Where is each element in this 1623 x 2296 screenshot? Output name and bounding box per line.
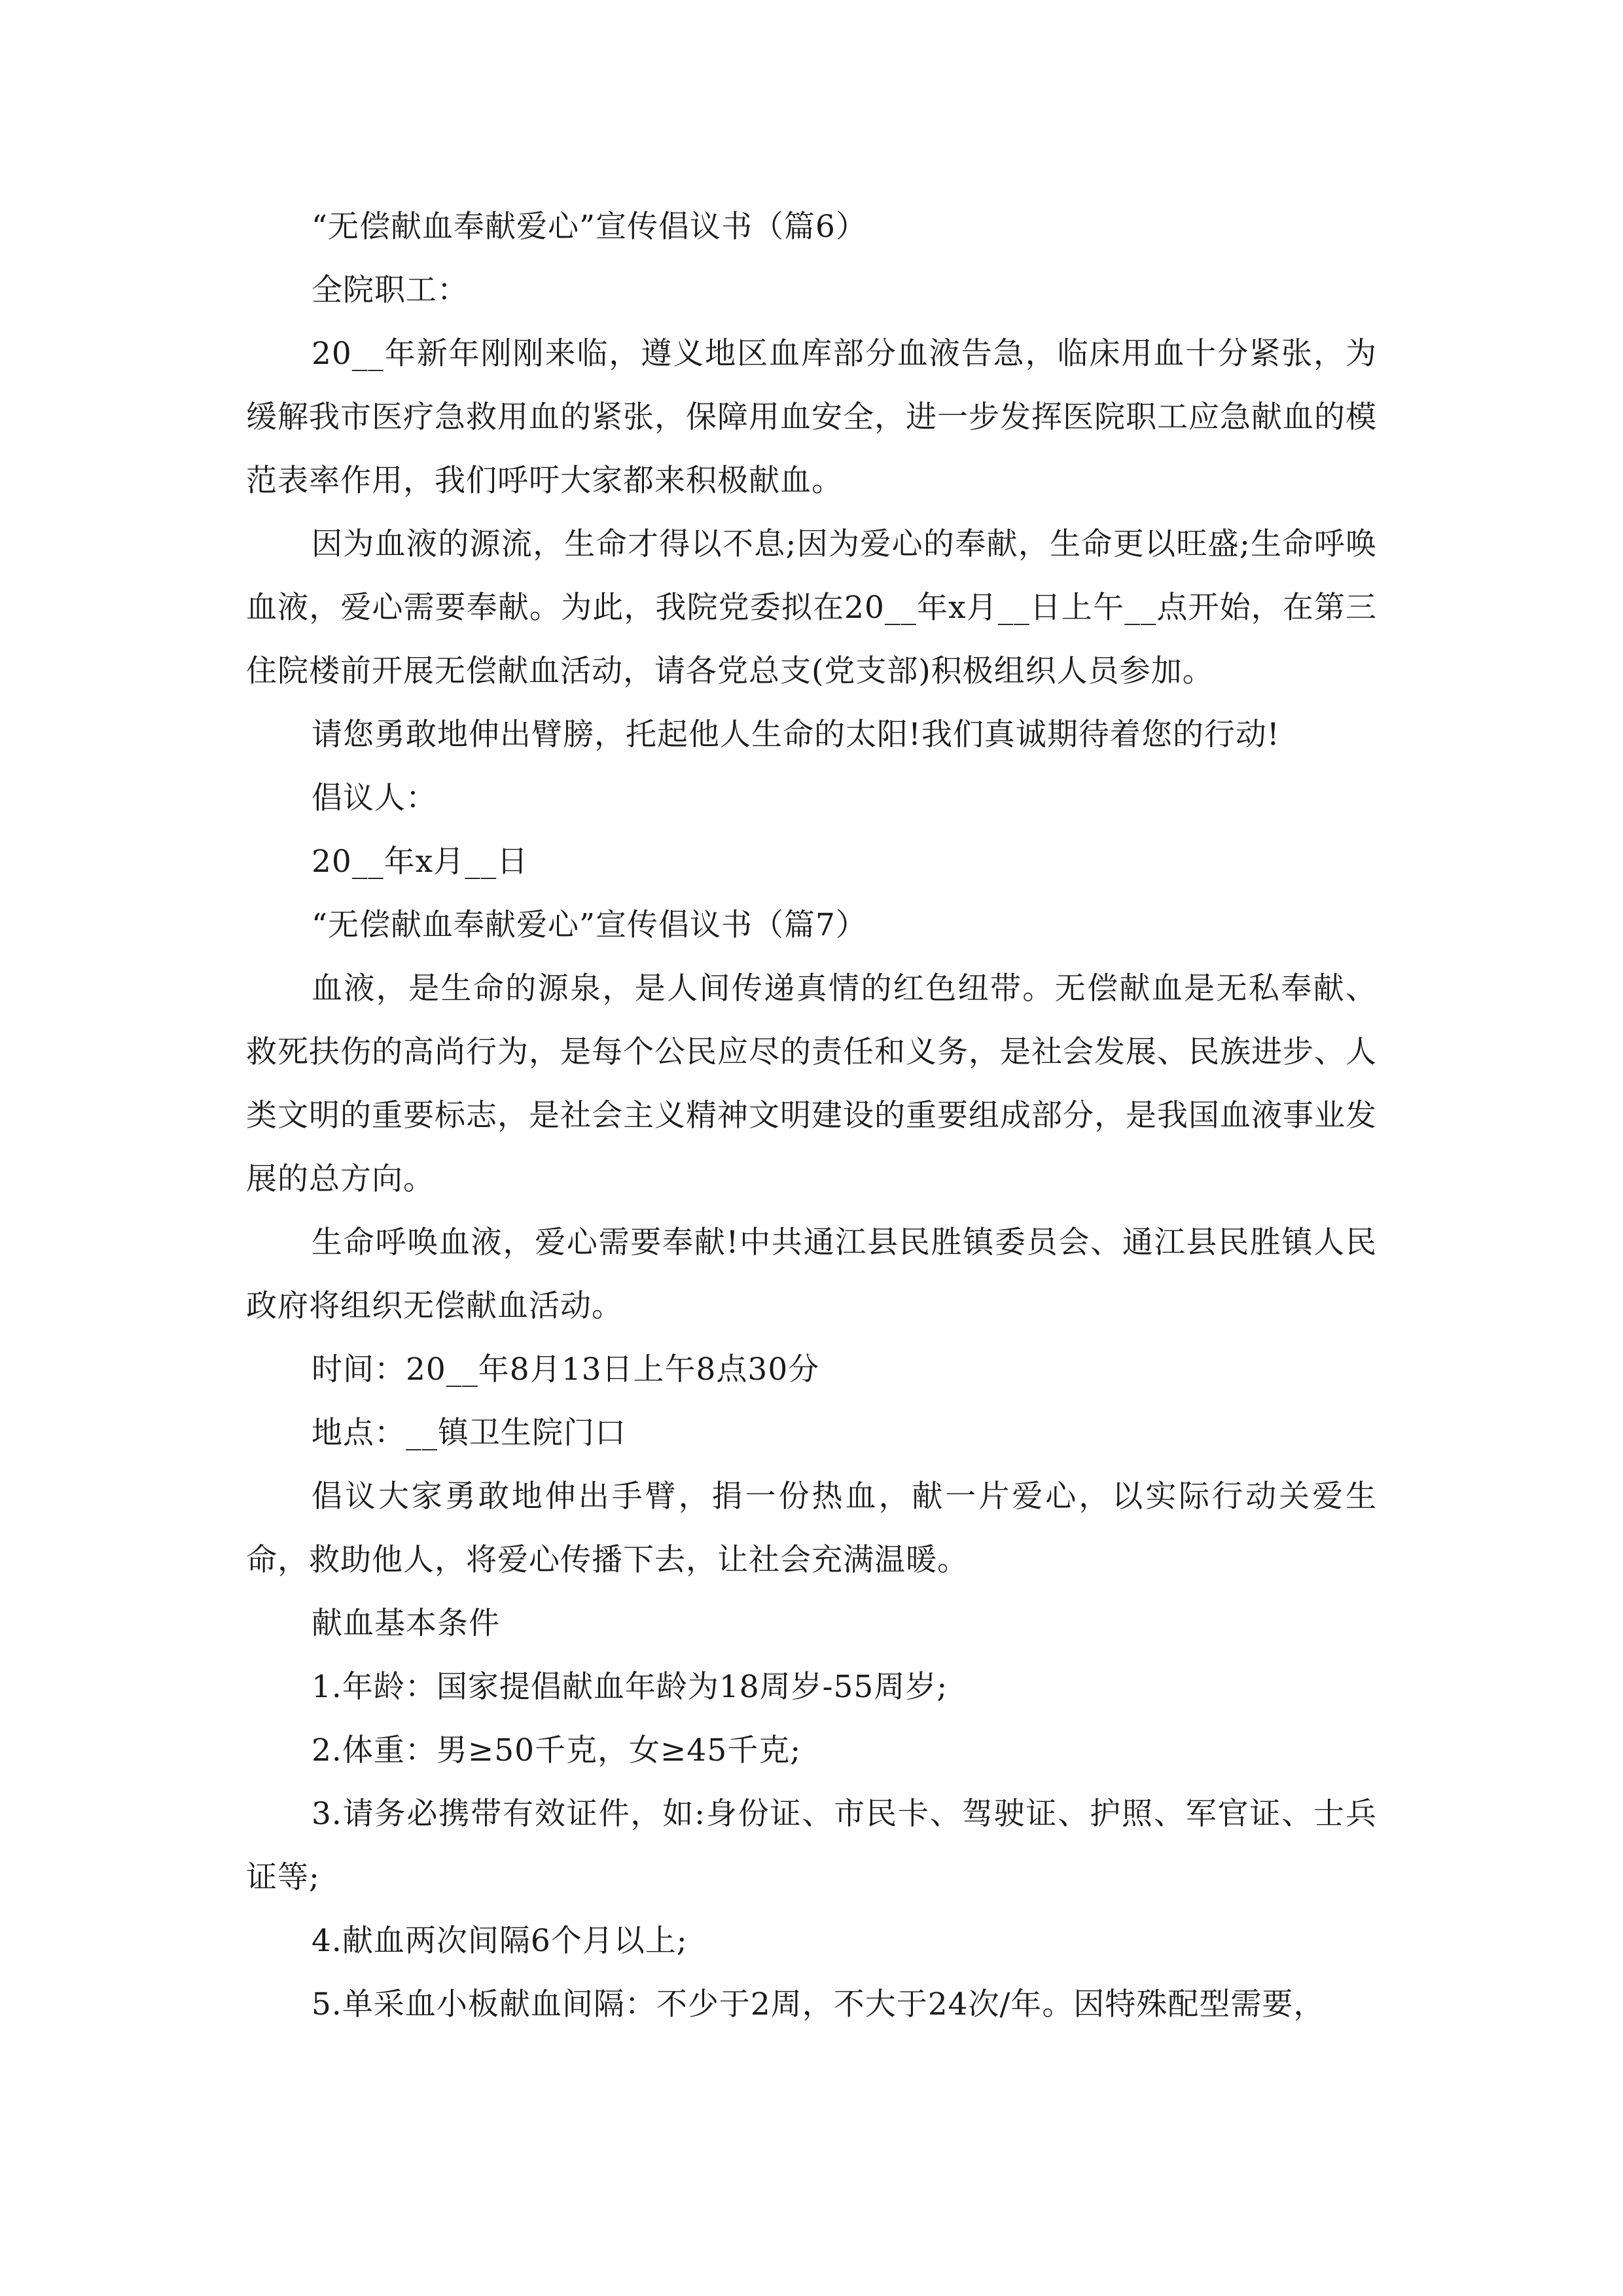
event-location: 地点：__镇卫生院门口 <box>312 1415 626 1451</box>
salutation: 全院职工： <box>312 272 469 308</box>
section-title-6: “无偿献血奉献爱心”宣传倡议书（篇6） <box>312 209 867 245</box>
document-body <box>246 195 1377 2036</box>
condition-item: 4.献血两次间隔6个月以上; <box>312 1923 688 1959</box>
signature-label: 倡议人： <box>312 780 437 816</box>
condition-item: 2.体重：男≥50千克，女≥45千克; <box>312 1732 802 1768</box>
body-paragraph: 倡议大家勇敢地伸出手臂，捐一份热血，献一片爱心，以实际行动关爱生命，救助他人，将爱心传播下去，让社会充满温暖。 <box>246 1479 1377 1578</box>
body-paragraph: 血液，是生命的源泉，是人间传递真情的红色纽带。无偿献血是无私奉献、救死扶伤的高尚行为，是每个公民应尽的责任和义务，是社会发展、民族进步、人类文明的重要标志，是社会主义精神文明建设的重要组成部分，是我国血液事业发展的总方向。 <box>246 971 1377 1197</box>
body-paragraph: 因为血液的源流，生命才得以不息;因为爱心的奉献，生命更以旺盛;生命呼唤血液，爱心需要奉献。为此，我院党委拟在20__年x月__日上午__点开始，在第三住院楼前开展无偿献血活动，请各党总支(党支部)积极组织人员参加。 <box>246 526 1377 689</box>
body-paragraph: 请您勇敢地伸出臂膀，托起他人生命的太阳!我们真诚期待着您的行动! <box>312 717 1280 753</box>
signature-date: 20__年x月__日 <box>312 844 529 880</box>
body-paragraph: 20__年新年刚刚来临，遵义地区血库部分血液告急，临床用血十分紧张，为缓解我市医疗急救用血的紧张，保障用血安全，进一步发挥医院职工应急献血的模范表率作用，我们呼吁大家都来积极献血。 <box>246 336 1377 499</box>
event-time: 时间：20__年8月13日上午8点30分 <box>312 1352 820 1388</box>
condition-item: 5.单采血小板献血间隔：不少于2周，不大于24次/年。因特殊配型需要， <box>312 1986 1325 2022</box>
condition-item: 1.年龄：国家提倡献血年龄为18周岁-55周岁; <box>312 1669 948 1705</box>
section-title-7: “无偿献血奉献爱心”宣传倡议书（篇7） <box>312 907 867 943</box>
condition-item: 3.请务必携带有效证件，如:身份证、市民卡、驾驶证、护照、军官证、士兵证等; <box>246 1796 1377 1895</box>
body-paragraph: 生命呼唤血液，爱心需要奉献!中共通江县民胜镇委员会、通江县民胜镇人民政府将组织无偿献血活动。 <box>246 1225 1377 1324</box>
conditions-heading: 献血基本条件 <box>312 1605 500 1641</box>
